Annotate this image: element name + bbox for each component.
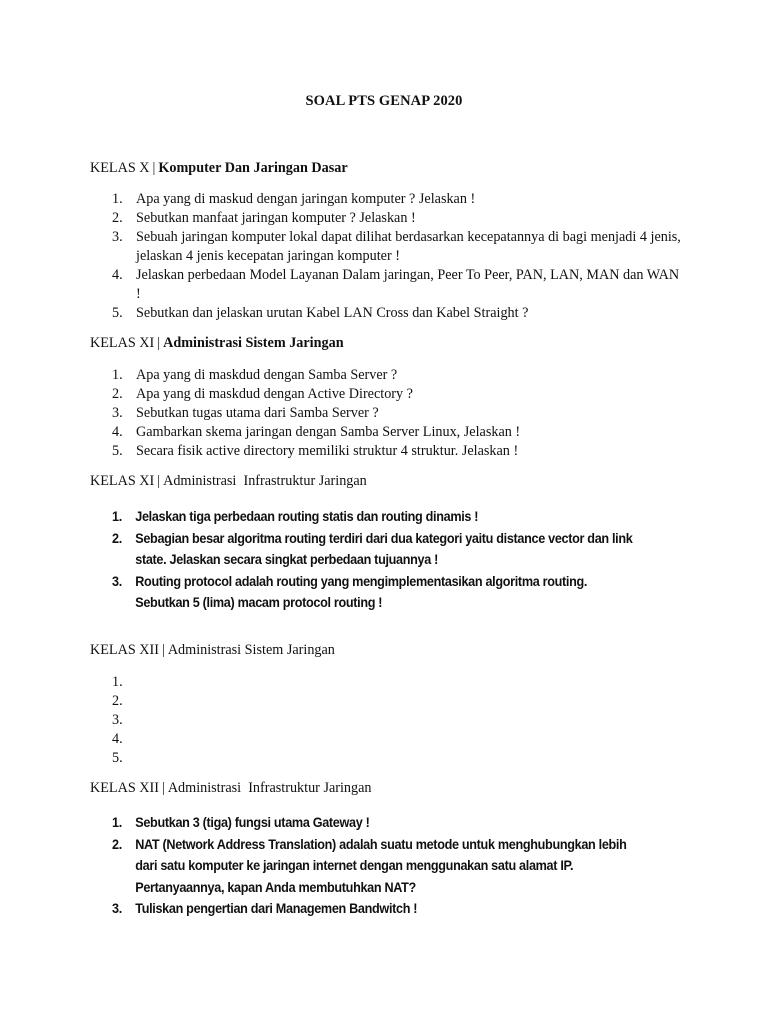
section-heading-kelas-x-kjd (90, 160, 348, 177)
section-heading-kelas-xi-asj (90, 335, 344, 352)
question-text: Sebutkan dan jelaskan urutan Kabel LAN Cross dan Kabel Straight ? (136, 305, 529, 321)
question-number: 1. (112, 191, 123, 207)
question-item (112, 571, 642, 614)
question-item (112, 528, 642, 571)
subject-title: Komputer Dan Jaringan Dasar (158, 160, 348, 176)
question-text: Apa yang di maskdud dengan Samba Server ? (136, 367, 398, 383)
question-text: Sebagian besar algoritma routing terdiri dari dua kategori yaitu distance vector dan link state. Jelaskan secara singkat perbedaan tujuannya ! (135, 530, 633, 567)
question-text: Sebutkan 3 (tiga) fungsi utama Gateway ! (135, 815, 370, 830)
question-number: 2. (112, 210, 123, 226)
section-heading-kelas-xii-asj (90, 642, 335, 659)
question-number: 3. (112, 901, 122, 916)
question-list-kelas-xii-asj (112, 673, 682, 768)
class-label: KELAS XI (90, 473, 155, 489)
question-number: 2. (112, 836, 122, 852)
class-label: KELAS XII (90, 642, 159, 658)
question-number: 1. (112, 674, 123, 690)
question-number: 5. (112, 443, 123, 459)
question-number: 4. (112, 731, 123, 747)
section-heading-kelas-xii-aij (90, 780, 372, 797)
question-text: Apa yang di maskdud dengan Active Directory ? (136, 386, 413, 402)
question-item (112, 692, 682, 711)
question-text: Sebutkan manfaat jaringan komputer ? Jelaskan ! (136, 210, 416, 226)
separator: | (157, 473, 161, 489)
question-list-kelas-xi-aij (112, 506, 642, 614)
question-number: 4. (112, 424, 123, 440)
section-heading-kelas-xi-aij (90, 473, 367, 490)
question-item (112, 190, 682, 209)
class-label: KELAS XII (90, 780, 159, 796)
question-number: 2. (112, 386, 123, 402)
subject-title: Administrasi Sistem Jaringan (167, 642, 335, 658)
question-text: Sebutkan tugas utama dari Samba Server ? (136, 405, 379, 421)
question-item (112, 209, 682, 228)
question-text: Jelaskan tiga perbedaan routing statis dan routing dinamis ! (135, 509, 479, 524)
separator: | (157, 335, 161, 351)
question-item (112, 834, 642, 899)
question-text: Gambarkan skema jaringan dengan Samba Server Linux, Jelaskan ! (136, 424, 521, 440)
question-number: 5. (112, 750, 123, 766)
question-item (112, 898, 642, 920)
question-number: 3. (112, 712, 123, 728)
question-item (112, 385, 682, 404)
question-item (112, 442, 682, 461)
question-item (112, 749, 682, 768)
question-number: 1. (112, 509, 122, 524)
question-item (112, 304, 682, 323)
question-list-kelas-xi-asj (112, 366, 682, 461)
question-item (112, 673, 682, 692)
question-list-kelas-x-kjd (112, 190, 682, 323)
question-number: 3. (112, 405, 123, 421)
question-list-kelas-xii-aij (112, 812, 642, 920)
question-number: 5. (112, 305, 123, 321)
subject-title: Administrasi Sistem Jaringan (163, 335, 344, 351)
class-label: KELAS X (90, 160, 150, 176)
question-text: Sebuah jaringan komputer lokal dapat dilihat berdasarkan kecepatannya di bagi menjadi 4 jenis, jelaskan 4 jenis kecepatan jaringan komputer ! (136, 229, 681, 264)
question-item (112, 266, 682, 304)
separator: | (152, 160, 156, 176)
question-text: NAT (Network Address Translation) adalah suatu metode untuk menghubungkan lebih dari satu komputer ke jaringan internet dengan menggunakan satu alamat IP. Pertanyaannya, kapan Anda membutuhkan NAT? (135, 836, 627, 895)
question-number: 4. (112, 267, 123, 283)
separator: | (161, 642, 165, 658)
question-item (112, 404, 682, 423)
question-number: 3. (112, 573, 122, 589)
question-item (112, 506, 642, 528)
subject-title: Administrasi Infrastruktur Jaringan (163, 473, 367, 489)
question-text: Tuliskan pengertian dari Managemen Bandwitch ! (135, 901, 418, 916)
question-text: Secara fisik active directory memiliki struktur 4 struktur. Jelaskan ! (136, 443, 519, 459)
question-text: Routing protocol adalah routing yang mengimplementasikan algoritma routing. Sebutkan 5 (lima) macam protocol routing ! (135, 573, 588, 610)
subject-title: Administrasi Infrastruktur Jaringan (167, 780, 372, 796)
question-item (112, 812, 642, 834)
class-label: KELAS XI (90, 335, 155, 351)
document-title: SOAL PTS GENAP 2020 (305, 93, 463, 109)
question-item (112, 366, 682, 385)
question-item (112, 730, 682, 749)
question-text: Apa yang di maskud dengan jaringan komputer ? Jelaskan ! (136, 191, 476, 207)
question-number: 3. (112, 229, 123, 245)
question-number: 2. (112, 530, 122, 546)
question-item (112, 423, 682, 442)
question-item (112, 711, 682, 730)
question-number: 1. (112, 367, 123, 383)
question-item (112, 228, 682, 266)
question-text: Jelaskan perbedaan Model Layanan Dalam jaringan, Peer To Peer, PAN, LAN, MAN dan WAN ! (136, 267, 680, 302)
question-number: 1. (112, 815, 122, 830)
question-number: 2. (112, 693, 123, 709)
separator: | (161, 780, 165, 796)
